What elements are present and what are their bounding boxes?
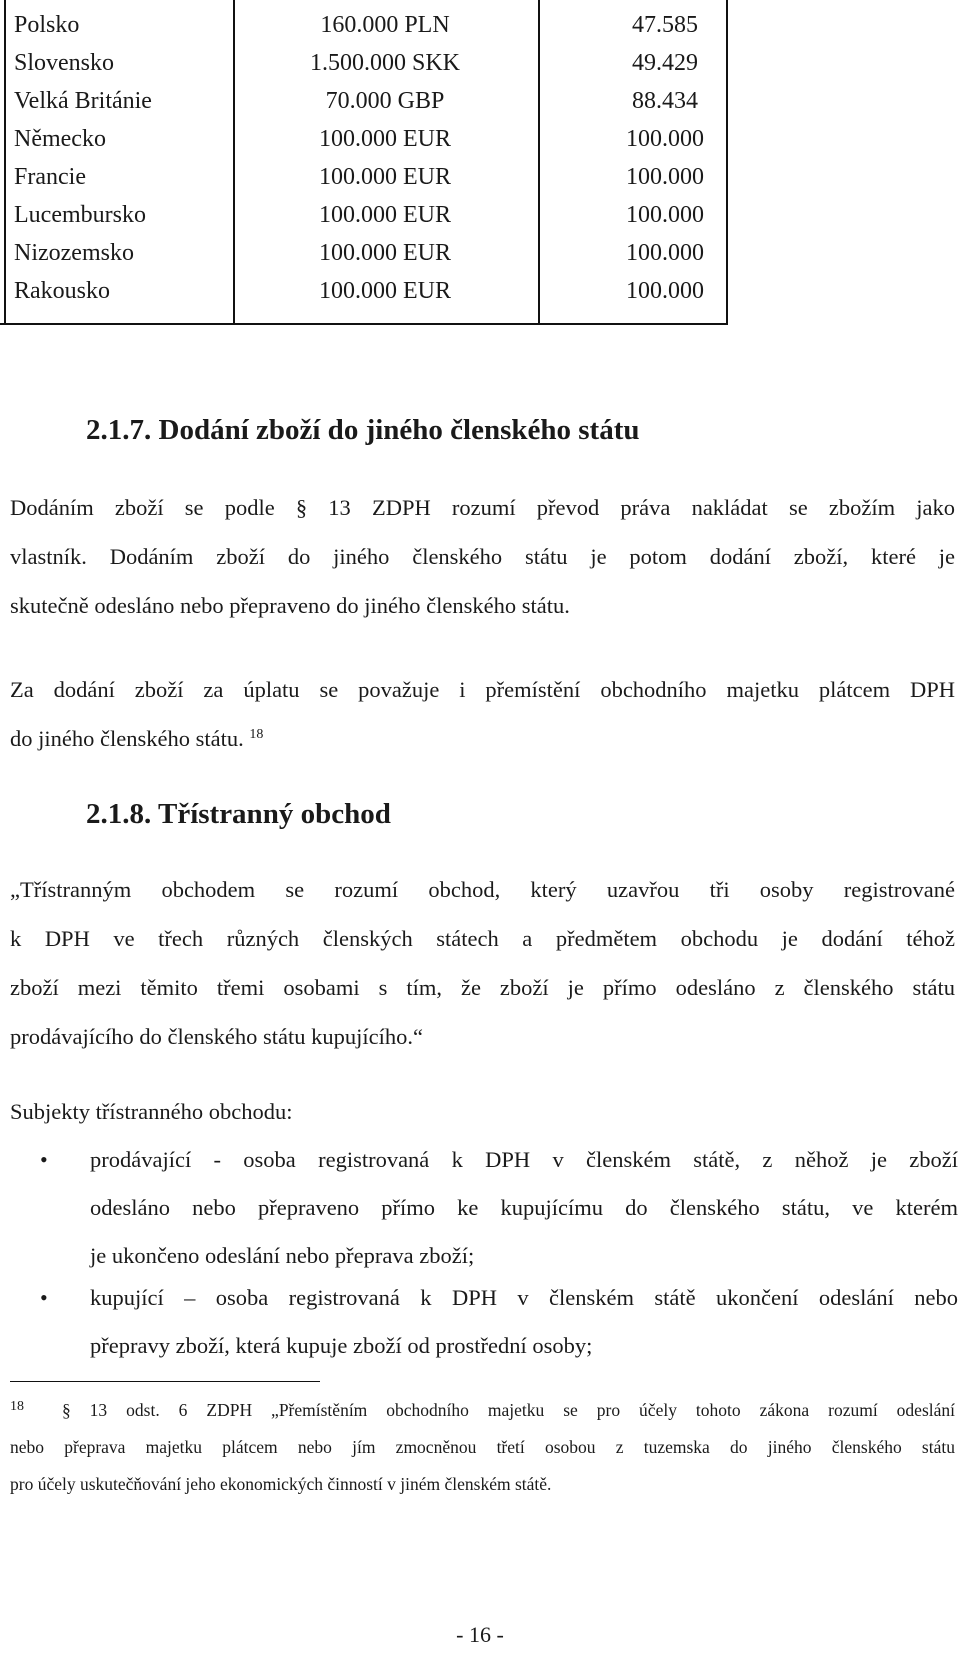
bullet-item-seller [90,1136,958,1280]
cell-eur: 88.434 [632,88,698,114]
subjects-label [10,1087,955,1136]
paragraph-218-1 [10,865,955,1061]
page-number: - 16 - [456,1622,504,1647]
footnote-ref: 18 [249,727,264,742]
text-line: „Třístranným obchodem se rozumí obchod, který uzavřou tři osoby registrované [10,877,955,902]
cell-limit: 100.000 EUR [319,278,451,304]
text-line: pro účely uskutečňování jeho ekonomických činností v jiném členském státě. [10,1474,552,1494]
table-row [0,43,770,83]
cell-limit: 100.000 EUR [319,126,451,152]
bullet-icon: • [40,1285,48,1310]
text-line: vlastník. Dodáním zboží do jiného členského státu je potom dodání zboží, které je [10,544,955,569]
paragraph-217-1 [10,483,955,630]
table-row [0,157,770,197]
table-row [0,5,770,45]
footnote-separator [10,1381,320,1382]
cell-eur: 100.000 [626,202,704,228]
text-line-content: do jiného členského státu. [10,726,244,751]
cell-eur: 49.429 [632,50,698,76]
cell-limit: 100.000 EUR [319,164,451,190]
cell-country: Slovensko [14,50,115,76]
footnote-number: 18 [10,1399,24,1414]
text-line: je ukončeno odeslání nebo přeprava zboží; [90,1243,475,1268]
cell-limit: 100.000 EUR [319,240,451,266]
cell-country: Francie [14,164,86,190]
cell-eur: 100.000 [626,240,704,266]
cell-country: Lucembursko [14,202,146,228]
text-line: skutečně odesláno nebo přepraveno do jiného členského státu. [10,593,570,618]
bullet-item-buyer [90,1274,958,1370]
cell-eur: 100.000 [626,164,704,190]
text-line [10,1392,955,1429]
paragraph-217-2 [10,665,955,763]
table-row [0,233,770,273]
cell-country: Velká Británie [14,88,152,114]
bullet-icon: • [40,1147,48,1172]
table-row [0,81,770,121]
text-line: odesláno nebo přepraveno přímo ke kupujícímu do členského státu, ve kterém [90,1195,958,1220]
text-line: k DPH ve třech různých členských státech a předmětem obchodu je dodání téhož [10,926,955,951]
cell-country: Polsko [14,12,80,38]
text-line: Subjekty třístranného obchodu: [10,1099,293,1124]
table-row [0,119,770,159]
table-border-bottom [0,323,728,325]
text-line [10,714,955,763]
limits-table [0,0,770,325]
section-heading-218: 2.1.8. Třístranný obchod [86,798,391,830]
text-line: nebo přeprava majetku plátcem nebo jím zmocněnou třetí osobou z tuzemska do jiného členského státu [10,1437,955,1457]
text-line: Dodáním zboží se podle § 13 ZDPH rozumí převod práva nakládat se zbožím jako [10,495,955,520]
cell-eur: 100.000 [626,126,704,152]
cell-country: Nizozemsko [14,240,134,266]
text-line: prodávající - osoba registrovaná k DPH v členském státě, z něhož je zboží [90,1147,958,1172]
text-line: Za dodání zboží za úplatu se považuje i přemístění obchodního majetku plátcem DPH [10,677,955,702]
cell-eur: 47.585 [632,12,698,38]
text-line-content: § 13 odst. 6 ZDPH „Přemístěním obchodního majetku se pro účely tohoto zákona rozumí odeslání [61,1400,956,1420]
section-heading-217: 2.1.7. Dodání zboží do jiného členského státu [86,414,640,446]
table-row [0,195,770,235]
cell-country: Rakousko [14,278,110,304]
footnote [10,1392,955,1503]
cell-limit: 100.000 EUR [319,202,451,228]
text-line: přepravy zboží, která kupuje zboží od prostřední osoby; [90,1333,593,1358]
text-line: prodávajícího do členského státu kupujícího.“ [10,1024,424,1049]
cell-country: Německo [14,126,106,152]
text-line: zboží mezi těmito třemi osobami s tím, že zboží je přímo odesláno z členského státu [10,975,955,1000]
text-line: kupující – osoba registrovaná k DPH v členském státě ukončení odeslání nebo [90,1285,958,1310]
cell-eur: 100.000 [626,278,704,304]
cell-limit: 1.500.000 SKK [309,50,460,76]
cell-limit: 160.000 PLN [320,12,450,38]
cell-limit: 70.000 GBP [325,88,445,114]
table-row [0,271,770,311]
